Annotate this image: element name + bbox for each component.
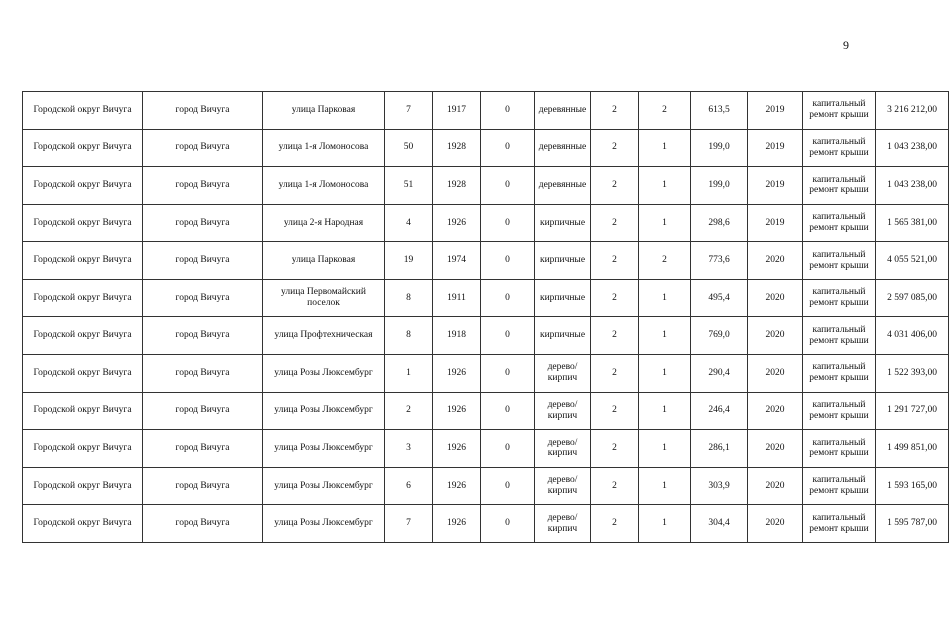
district-cell: Городской округ Вичуга: [23, 430, 143, 468]
entrances-cell: 1: [639, 505, 691, 543]
housing-repair-table: [22, 91, 949, 543]
house-number-cell: 4: [385, 204, 433, 242]
build-year-cell: 1926: [433, 355, 481, 393]
table-row: [23, 505, 949, 543]
house-number-cell: 8: [385, 279, 433, 317]
build-year-cell: 1917: [433, 92, 481, 130]
district-cell: Городской округ Вичуга: [23, 467, 143, 505]
work-type-cell: капитальный ремонт крыши: [803, 430, 876, 468]
wall-material-cell: деревянные: [535, 167, 591, 205]
build-year-cell: 1926: [433, 204, 481, 242]
wall-material-cell: деревянные: [535, 92, 591, 130]
city-cell: город Вичуга: [143, 317, 263, 355]
repair-year-cell: 2020: [748, 242, 803, 280]
floors-cell: 2: [591, 467, 639, 505]
district-cell: Городской округ Вичуга: [23, 92, 143, 130]
area-cell: 303,9: [691, 467, 748, 505]
repair-year-cell: 2020: [748, 505, 803, 543]
repair-year-cell: 2019: [748, 204, 803, 242]
page-number: 9: [843, 38, 849, 52]
street-cell: улица Профтехническая: [263, 317, 385, 355]
work-type-cell: капитальный ремонт крыши: [803, 204, 876, 242]
work-type-cell: капитальный ремонт крыши: [803, 242, 876, 280]
table-row: [23, 355, 949, 393]
area-cell: 246,4: [691, 392, 748, 430]
build-year-cell: 1926: [433, 505, 481, 543]
table-row: [23, 392, 949, 430]
entrances-cell: 1: [639, 167, 691, 205]
floors-cell: 2: [591, 355, 639, 393]
wall-material-cell: кирпичные: [535, 317, 591, 355]
table-row: [23, 242, 949, 280]
city-cell: город Вичуга: [143, 279, 263, 317]
street-cell: улица Первомайский поселок: [263, 279, 385, 317]
house-number-cell: 8: [385, 317, 433, 355]
house-number-cell: 3: [385, 430, 433, 468]
repair-year-cell: 2019: [748, 129, 803, 167]
city-cell: город Вичуга: [143, 392, 263, 430]
floors-cell: 2: [591, 242, 639, 280]
work-type-cell: капитальный ремонт крыши: [803, 467, 876, 505]
wall-material-cell: кирпичные: [535, 279, 591, 317]
entrances-cell: 1: [639, 430, 691, 468]
entrances-cell: 1: [639, 129, 691, 167]
build-year-cell: 1926: [433, 392, 481, 430]
house-number-cell: 6: [385, 467, 433, 505]
cost-cell: 1 043 238,00: [876, 167, 949, 205]
house-number-cell: 1: [385, 355, 433, 393]
street-cell: улица Розы Люксембург: [263, 430, 385, 468]
build-year-cell: 1911: [433, 279, 481, 317]
entrances-cell: 1: [639, 317, 691, 355]
street-cell: улица 2-я Народная: [263, 204, 385, 242]
house-number-cell: 2: [385, 392, 433, 430]
entrances-cell: 2: [639, 242, 691, 280]
zero-value-cell: 0: [481, 467, 535, 505]
entrances-cell: 1: [639, 467, 691, 505]
area-cell: 773,6: [691, 242, 748, 280]
zero-value-cell: 0: [481, 167, 535, 205]
floors-cell: 2: [591, 317, 639, 355]
table-body: [23, 92, 949, 543]
district-cell: Городской округ Вичуга: [23, 204, 143, 242]
cost-cell: 1 565 381,00: [876, 204, 949, 242]
area-cell: 290,4: [691, 355, 748, 393]
work-type-cell: капитальный ремонт крыши: [803, 505, 876, 543]
floors-cell: 2: [591, 430, 639, 468]
cost-cell: 1 043 238,00: [876, 129, 949, 167]
area-cell: 304,4: [691, 505, 748, 543]
city-cell: город Вичуга: [143, 167, 263, 205]
cost-cell: 3 216 212,00: [876, 92, 949, 130]
table-row: [23, 204, 949, 242]
area-cell: 298,6: [691, 204, 748, 242]
work-type-cell: капитальный ремонт крыши: [803, 355, 876, 393]
house-number-cell: 19: [385, 242, 433, 280]
repair-year-cell: 2020: [748, 467, 803, 505]
work-type-cell: капитальный ремонт крыши: [803, 279, 876, 317]
repair-year-cell: 2020: [748, 279, 803, 317]
area-cell: 769,0: [691, 317, 748, 355]
district-cell: Городской округ Вичуга: [23, 167, 143, 205]
cost-cell: 2 597 085,00: [876, 279, 949, 317]
cost-cell: 4 055 521,00: [876, 242, 949, 280]
area-cell: 199,0: [691, 129, 748, 167]
work-type-cell: капитальный ремонт крыши: [803, 317, 876, 355]
work-type-cell: капитальный ремонт крыши: [803, 92, 876, 130]
floors-cell: 2: [591, 204, 639, 242]
cost-cell: 4 031 406,00: [876, 317, 949, 355]
zero-value-cell: 0: [481, 392, 535, 430]
table-row: [23, 279, 949, 317]
house-number-cell: 7: [385, 505, 433, 543]
wall-material-cell: дерево/кирпич: [535, 467, 591, 505]
street-cell: улица Парковая: [263, 92, 385, 130]
build-year-cell: 1926: [433, 467, 481, 505]
city-cell: город Вичуга: [143, 92, 263, 130]
build-year-cell: 1974: [433, 242, 481, 280]
work-type-cell: капитальный ремонт крыши: [803, 129, 876, 167]
floors-cell: 2: [591, 92, 639, 130]
table-row: [23, 129, 949, 167]
entrances-cell: 1: [639, 355, 691, 393]
repair-year-cell: 2020: [748, 430, 803, 468]
cost-cell: 1 499 851,00: [876, 430, 949, 468]
house-number-cell: 51: [385, 167, 433, 205]
area-cell: 495,4: [691, 279, 748, 317]
table-row: [23, 317, 949, 355]
build-year-cell: 1918: [433, 317, 481, 355]
floors-cell: 2: [591, 392, 639, 430]
city-cell: город Вичуга: [143, 355, 263, 393]
district-cell: Городской округ Вичуга: [23, 129, 143, 167]
city-cell: город Вичуга: [143, 204, 263, 242]
house-number-cell: 7: [385, 92, 433, 130]
entrances-cell: 2: [639, 92, 691, 130]
district-cell: Городской округ Вичуга: [23, 279, 143, 317]
city-cell: город Вичуга: [143, 505, 263, 543]
area-cell: 286,1: [691, 430, 748, 468]
repair-year-cell: 2020: [748, 355, 803, 393]
street-cell: улица Парковая: [263, 242, 385, 280]
entrances-cell: 1: [639, 279, 691, 317]
work-type-cell: капитальный ремонт крыши: [803, 392, 876, 430]
entrances-cell: 1: [639, 392, 691, 430]
cost-cell: 1 595 787,00: [876, 505, 949, 543]
wall-material-cell: дерево/кирпич: [535, 430, 591, 468]
build-year-cell: 1928: [433, 167, 481, 205]
district-cell: Городской округ Вичуга: [23, 355, 143, 393]
wall-material-cell: деревянные: [535, 129, 591, 167]
build-year-cell: 1928: [433, 129, 481, 167]
zero-value-cell: 0: [481, 279, 535, 317]
zero-value-cell: 0: [481, 242, 535, 280]
street-cell: улица Розы Люксембург: [263, 467, 385, 505]
street-cell: улица 1-я Ломоносова: [263, 167, 385, 205]
zero-value-cell: 0: [481, 317, 535, 355]
wall-material-cell: дерево/кирпич: [535, 392, 591, 430]
city-cell: город Вичуга: [143, 467, 263, 505]
area-cell: 613,5: [691, 92, 748, 130]
table-row: [23, 430, 949, 468]
cost-cell: 1 291 727,00: [876, 392, 949, 430]
build-year-cell: 1926: [433, 430, 481, 468]
repair-year-cell: 2020: [748, 392, 803, 430]
cost-cell: 1 593 165,00: [876, 467, 949, 505]
area-cell: 199,0: [691, 167, 748, 205]
floors-cell: 2: [591, 505, 639, 543]
wall-material-cell: дерево/кирпич: [535, 355, 591, 393]
district-cell: Городской округ Вичуга: [23, 505, 143, 543]
entrances-cell: 1: [639, 204, 691, 242]
repair-year-cell: 2020: [748, 317, 803, 355]
district-cell: Городской округ Вичуга: [23, 242, 143, 280]
zero-value-cell: 0: [481, 92, 535, 130]
city-cell: город Вичуга: [143, 430, 263, 468]
zero-value-cell: 0: [481, 204, 535, 242]
floors-cell: 2: [591, 167, 639, 205]
wall-material-cell: дерево/кирпич: [535, 505, 591, 543]
house-number-cell: 50: [385, 129, 433, 167]
repair-year-cell: 2019: [748, 167, 803, 205]
table-row: [23, 167, 949, 205]
floors-cell: 2: [591, 129, 639, 167]
zero-value-cell: 0: [481, 505, 535, 543]
zero-value-cell: 0: [481, 430, 535, 468]
district-cell: Городской округ Вичуга: [23, 317, 143, 355]
street-cell: улица Розы Люксембург: [263, 505, 385, 543]
table-row: [23, 467, 949, 505]
work-type-cell: капитальный ремонт крыши: [803, 167, 876, 205]
street-cell: улица 1-я Ломоносова: [263, 129, 385, 167]
street-cell: улица Розы Люксембург: [263, 392, 385, 430]
city-cell: город Вичуга: [143, 242, 263, 280]
floors-cell: 2: [591, 279, 639, 317]
repair-year-cell: 2019: [748, 92, 803, 130]
cost-cell: 1 522 393,00: [876, 355, 949, 393]
wall-material-cell: кирпичные: [535, 242, 591, 280]
district-cell: Городской округ Вичуга: [23, 392, 143, 430]
zero-value-cell: 0: [481, 355, 535, 393]
street-cell: улица Розы Люксембург: [263, 355, 385, 393]
city-cell: город Вичуга: [143, 129, 263, 167]
table-row: [23, 92, 949, 130]
wall-material-cell: кирпичные: [535, 204, 591, 242]
zero-value-cell: 0: [481, 129, 535, 167]
